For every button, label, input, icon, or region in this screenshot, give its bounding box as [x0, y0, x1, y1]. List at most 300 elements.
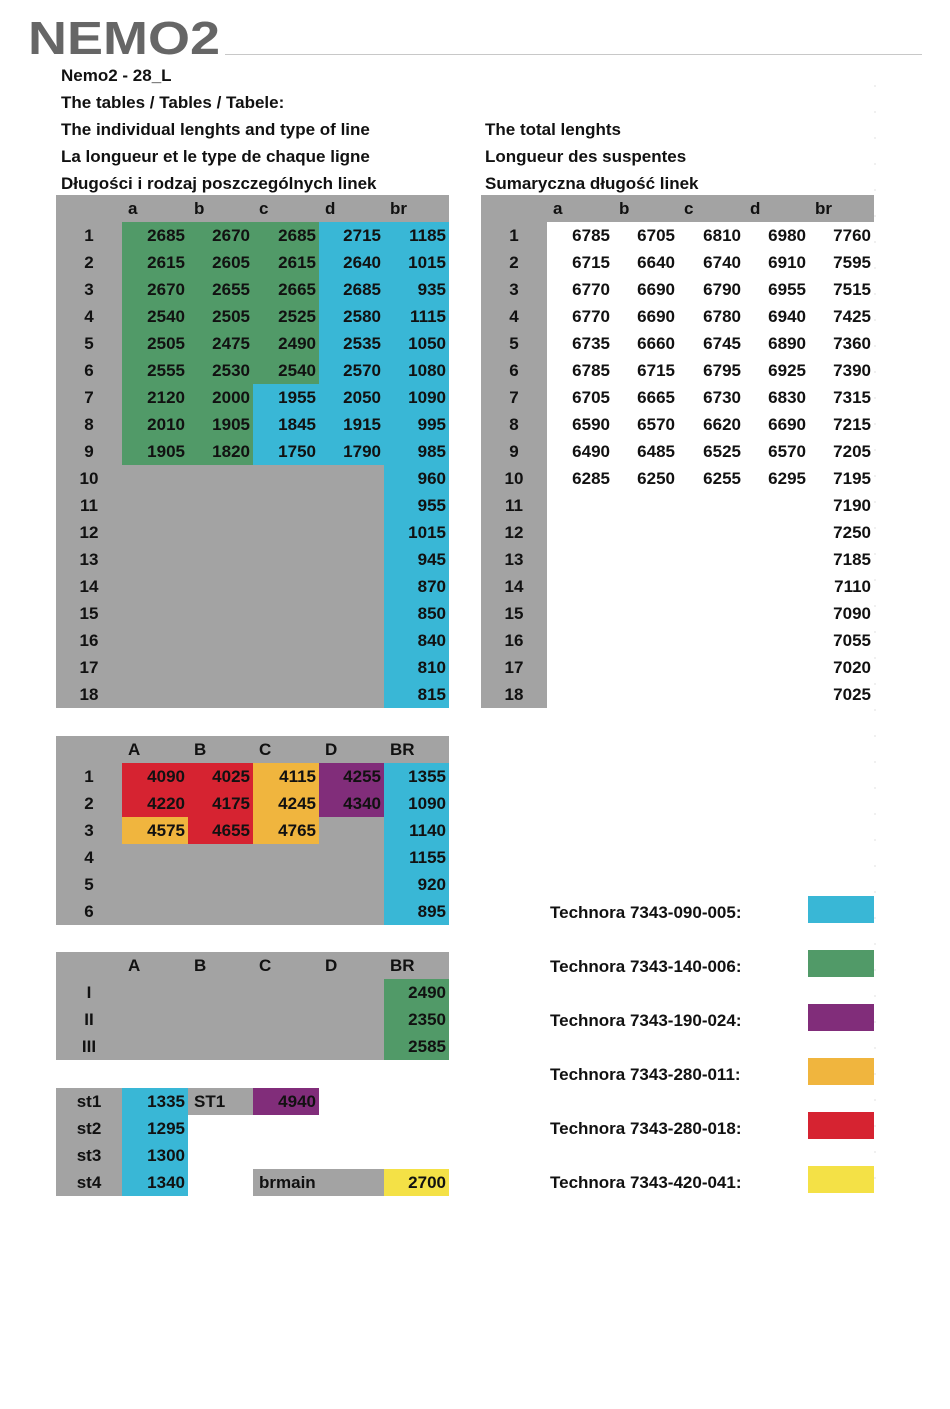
table-cell: 2120 — [122, 384, 188, 411]
table-cell — [319, 1142, 384, 1169]
column-header: D — [319, 736, 384, 763]
table-cell — [319, 627, 384, 654]
right-title-pl: Sumaryczna długość linek — [485, 174, 699, 193]
table-cell: 4940 — [253, 1088, 319, 1115]
table-cell — [253, 1115, 319, 1142]
table-row — [56, 790, 449, 817]
row-label: 14 — [481, 573, 547, 600]
table-cell — [678, 627, 744, 654]
table-cell: 1820 — [188, 438, 253, 465]
table-cell — [188, 546, 253, 573]
table-cell: 2350 — [384, 1006, 449, 1033]
table-cell — [188, 844, 253, 871]
table-row — [56, 573, 449, 600]
table-cell — [188, 1006, 253, 1033]
table-cell: 7110 — [809, 573, 874, 600]
table-row — [56, 303, 449, 330]
table-cell — [613, 546, 678, 573]
column-header: b — [188, 195, 253, 222]
table-cell — [744, 654, 809, 681]
individual-lengths-table — [56, 195, 449, 708]
table-cell — [188, 1115, 253, 1142]
table-cell: 2685 — [319, 276, 384, 303]
table-cell: ST1 — [188, 1088, 253, 1115]
table-cell: 6745 — [678, 330, 744, 357]
table-cell: 1090 — [384, 790, 449, 817]
table-cell: 6940 — [744, 303, 809, 330]
table-row — [481, 438, 874, 465]
table-cell: 7215 — [809, 411, 874, 438]
row-label: 11 — [481, 492, 547, 519]
table-cell: 7020 — [809, 654, 874, 681]
table-cell: 6795 — [678, 357, 744, 384]
table-cell: 7250 — [809, 519, 874, 546]
table-cell — [122, 492, 188, 519]
table-row — [481, 654, 874, 681]
table-cell: 1915 — [319, 411, 384, 438]
table-cell: 995 — [384, 411, 449, 438]
table-cell — [744, 546, 809, 573]
table-cell: 2475 — [188, 330, 253, 357]
row-label: st3 — [56, 1142, 122, 1169]
table-row — [56, 600, 449, 627]
column-header: C — [253, 952, 319, 979]
table-cell: 895 — [384, 898, 449, 925]
table-cell — [122, 1033, 188, 1060]
table-cell — [188, 519, 253, 546]
table-cell — [122, 1006, 188, 1033]
table-cell — [253, 979, 319, 1006]
table-row — [56, 465, 449, 492]
table-row — [481, 249, 874, 276]
table-cell — [188, 1142, 253, 1169]
table-row — [481, 357, 874, 384]
left-title-pl: Długości i rodzaj poszczególnych linek — [61, 174, 377, 193]
table-row — [481, 303, 874, 330]
table-cell — [319, 465, 384, 492]
table-cell: 985 — [384, 438, 449, 465]
table-cell — [547, 627, 613, 654]
table-row — [56, 492, 449, 519]
header-rule — [225, 54, 922, 55]
row-label: 1 — [481, 222, 547, 249]
table-cell: 6810 — [678, 222, 744, 249]
table-row — [56, 438, 449, 465]
table-cell: 840 — [384, 627, 449, 654]
row-label: 5 — [56, 330, 122, 357]
table-cell — [613, 627, 678, 654]
table-cell — [319, 492, 384, 519]
table-cell: 6570 — [744, 438, 809, 465]
table-cell: 4025 — [188, 763, 253, 790]
table-cell — [744, 519, 809, 546]
corner-cell — [56, 952, 122, 979]
table-cell — [253, 871, 319, 898]
table-cell: 6770 — [547, 276, 613, 303]
row-label: 9 — [56, 438, 122, 465]
table-cell — [547, 546, 613, 573]
table-cell — [613, 519, 678, 546]
table-cell — [744, 492, 809, 519]
legend-swatch — [808, 896, 874, 923]
table-cell: 6785 — [547, 222, 613, 249]
table-cell: 7360 — [809, 330, 874, 357]
row-label: 6 — [56, 898, 122, 925]
table-cell — [319, 654, 384, 681]
table-cell — [319, 979, 384, 1006]
table-cell: 6890 — [744, 330, 809, 357]
row-label: 1 — [56, 222, 122, 249]
table-row — [56, 330, 449, 357]
table-cell: 1050 — [384, 330, 449, 357]
row-label: 13 — [481, 546, 547, 573]
row-label: 8 — [481, 411, 547, 438]
row-label: 12 — [481, 519, 547, 546]
table-cell — [188, 465, 253, 492]
table-cell: 4175 — [188, 790, 253, 817]
table-cell — [122, 979, 188, 1006]
table-cell: 2685 — [122, 222, 188, 249]
table-cell — [188, 492, 253, 519]
table-cell — [122, 546, 188, 573]
table-cell: 850 — [384, 600, 449, 627]
stabilo-lines-table — [56, 1088, 449, 1196]
column-header: br — [384, 195, 449, 222]
row-label: 16 — [481, 627, 547, 654]
table-cell: 6665 — [613, 384, 678, 411]
table-cell — [319, 1088, 384, 1115]
table-cell — [384, 1115, 449, 1142]
row-label: 4 — [481, 303, 547, 330]
legend-label: Technora 7343-280-011: — [550, 1065, 741, 1084]
table-cell — [122, 844, 188, 871]
legend-label: Technora 7343-140-006: — [550, 957, 742, 976]
right-title-en: The total lenghts — [485, 120, 621, 139]
row-label: 2 — [56, 249, 122, 276]
column-header: D — [319, 952, 384, 979]
table-row — [56, 222, 449, 249]
table-cell: 6830 — [744, 384, 809, 411]
table-row — [56, 249, 449, 276]
row-label: 6 — [56, 357, 122, 384]
table-row — [56, 654, 449, 681]
table-cell — [678, 681, 744, 708]
table-cell: 7760 — [809, 222, 874, 249]
table-cell: 1790 — [319, 438, 384, 465]
table-cell — [253, 1033, 319, 1060]
table-cell: 2615 — [253, 249, 319, 276]
table-row — [56, 844, 449, 871]
table-row — [56, 627, 449, 654]
table-row — [56, 411, 449, 438]
table-cell — [253, 627, 319, 654]
table-cell: 1955 — [253, 384, 319, 411]
row-label: 4 — [56, 303, 122, 330]
table-row — [56, 1033, 449, 1060]
table-row — [56, 1115, 449, 1142]
legend-label: Technora 7343-090-005: — [550, 903, 742, 922]
table-cell: 960 — [384, 465, 449, 492]
row-label: 17 — [56, 654, 122, 681]
total-lengths-table — [481, 195, 874, 708]
row-label: 10 — [56, 465, 122, 492]
table-cell: 6715 — [547, 249, 613, 276]
table-cell: 815 — [384, 681, 449, 708]
table-cell: 1015 — [384, 519, 449, 546]
table-cell: 6910 — [744, 249, 809, 276]
table-cell — [319, 681, 384, 708]
row-label: 11 — [56, 492, 122, 519]
legend-swatch — [808, 950, 874, 977]
column-header: BR — [384, 952, 449, 979]
column-header: C — [253, 736, 319, 763]
table-cell: 7425 — [809, 303, 874, 330]
table-cell — [613, 600, 678, 627]
table-cell — [253, 546, 319, 573]
row-label: 14 — [56, 573, 122, 600]
table-cell: 6740 — [678, 249, 744, 276]
table-cell: 7205 — [809, 438, 874, 465]
table-cell: 2640 — [319, 249, 384, 276]
table-cell — [319, 817, 384, 844]
table-cell: 4115 — [253, 763, 319, 790]
column-header: b — [613, 195, 678, 222]
table-cell — [253, 681, 319, 708]
table-cell: 810 — [384, 654, 449, 681]
table-cell: 2535 — [319, 330, 384, 357]
table-cell: 2580 — [319, 303, 384, 330]
header-row — [56, 952, 449, 979]
table-cell: 920 — [384, 871, 449, 898]
row-label: st4 — [56, 1169, 122, 1196]
table-cell: 4220 — [122, 790, 188, 817]
table-row — [56, 1169, 449, 1196]
table-cell — [253, 844, 319, 871]
table-cell: 2490 — [384, 979, 449, 1006]
table-cell: 2700 — [384, 1169, 449, 1196]
table-cell — [253, 492, 319, 519]
column-header: a — [547, 195, 613, 222]
table-cell — [384, 1088, 449, 1115]
row-label: 5 — [56, 871, 122, 898]
table-cell — [122, 465, 188, 492]
table-cell: 2615 — [122, 249, 188, 276]
table-cell — [188, 573, 253, 600]
table-row — [481, 627, 874, 654]
nemo2-logo-graphic — [28, 16, 224, 58]
table-cell — [547, 492, 613, 519]
table-cell — [319, 573, 384, 600]
table-row — [481, 681, 874, 708]
row-label: 2 — [481, 249, 547, 276]
table-cell: 6640 — [613, 249, 678, 276]
table-row — [56, 384, 449, 411]
table-cell: 1140 — [384, 817, 449, 844]
row-label: 18 — [56, 681, 122, 708]
table-cell — [678, 492, 744, 519]
row-label: III — [56, 1033, 122, 1060]
table-cell: 2505 — [188, 303, 253, 330]
table-cell: 6285 — [547, 465, 613, 492]
table-cell — [384, 1142, 449, 1169]
column-header: B — [188, 952, 253, 979]
row-label: II — [56, 1006, 122, 1033]
row-label: 12 — [56, 519, 122, 546]
table-cell: 6955 — [744, 276, 809, 303]
table-row — [56, 979, 449, 1006]
table-cell: 6295 — [744, 465, 809, 492]
row-label: 8 — [56, 411, 122, 438]
table-cell — [122, 573, 188, 600]
table-cell — [122, 654, 188, 681]
table-cell — [678, 519, 744, 546]
row-label: 16 — [56, 627, 122, 654]
table-cell — [319, 1033, 384, 1060]
table-row — [481, 411, 874, 438]
table-cell — [547, 654, 613, 681]
table-cell — [122, 871, 188, 898]
table-cell: 2665 — [253, 276, 319, 303]
table-cell — [744, 627, 809, 654]
column-header: d — [319, 195, 384, 222]
column-header: d — [744, 195, 809, 222]
row-label: 4 — [56, 844, 122, 871]
column-header: A — [122, 736, 188, 763]
table-row — [56, 763, 449, 790]
table-cell — [253, 573, 319, 600]
corner-cell — [481, 195, 547, 222]
table-cell: 7315 — [809, 384, 874, 411]
table-cell: 6255 — [678, 465, 744, 492]
table-cell: 1015 — [384, 249, 449, 276]
table-cell: 4090 — [122, 763, 188, 790]
right-title-fr: Longueur des suspentes — [485, 147, 687, 166]
table-cell: 6715 — [613, 357, 678, 384]
table-cell: 1300 — [122, 1142, 188, 1169]
table-cell: 7025 — [809, 681, 874, 708]
table-cell: 1090 — [384, 384, 449, 411]
table-row — [481, 573, 874, 600]
table-cell: 955 — [384, 492, 449, 519]
table-cell: 6790 — [678, 276, 744, 303]
column-header: A — [122, 952, 188, 979]
table-cell: 6570 — [613, 411, 678, 438]
left-title-en: The individual lenghts and type of line — [61, 120, 370, 139]
table-cell — [253, 898, 319, 925]
table-cell: 6590 — [547, 411, 613, 438]
table-cell: 935 — [384, 276, 449, 303]
table-cell — [319, 1006, 384, 1033]
legend-swatch — [808, 1166, 874, 1193]
nemo2-logo — [28, 16, 224, 58]
table-row — [56, 519, 449, 546]
table-cell — [613, 492, 678, 519]
table-cell: 6705 — [547, 384, 613, 411]
row-label: 10 — [481, 465, 547, 492]
table-cell — [188, 979, 253, 1006]
table-cell: 4245 — [253, 790, 319, 817]
table-row — [481, 222, 874, 249]
table-cell — [319, 600, 384, 627]
table-row — [56, 817, 449, 844]
table-row — [481, 276, 874, 303]
table-cell: 4255 — [319, 763, 384, 790]
row-label: st1 — [56, 1088, 122, 1115]
row-label: 2 — [56, 790, 122, 817]
column-header: c — [678, 195, 744, 222]
table-row — [56, 681, 449, 708]
main-lines-table — [56, 952, 449, 1060]
table-cell — [678, 573, 744, 600]
table-cell: 4765 — [253, 817, 319, 844]
table-row — [481, 600, 874, 627]
table-row — [56, 1006, 449, 1033]
table-cell: 6690 — [744, 411, 809, 438]
table-cell — [253, 600, 319, 627]
table-cell: 4655 — [188, 817, 253, 844]
row-label: 7 — [56, 384, 122, 411]
table-cell: 1905 — [188, 411, 253, 438]
table-cell — [253, 465, 319, 492]
table-cell: 2670 — [122, 276, 188, 303]
table-cell — [678, 654, 744, 681]
header-row — [56, 736, 449, 763]
column-header: B — [188, 736, 253, 763]
table-cell — [188, 1169, 253, 1196]
table-cell — [319, 1115, 384, 1142]
table-cell: 1155 — [384, 844, 449, 871]
table-cell: 6690 — [613, 276, 678, 303]
table-cell: 7055 — [809, 627, 874, 654]
table-cell: 2715 — [319, 222, 384, 249]
column-header: a — [122, 195, 188, 222]
table-cell: 6980 — [744, 222, 809, 249]
table-cell — [547, 519, 613, 546]
row-label: I — [56, 979, 122, 1006]
row-label: st2 — [56, 1115, 122, 1142]
table-cell: 7515 — [809, 276, 874, 303]
table-cell: 2555 — [122, 357, 188, 384]
table-cell: 1750 — [253, 438, 319, 465]
row-label: 13 — [56, 546, 122, 573]
table-row — [56, 871, 449, 898]
table-cell — [253, 1006, 319, 1033]
row-label: 1 — [56, 763, 122, 790]
table-cell: 6690 — [613, 303, 678, 330]
table-cell — [122, 681, 188, 708]
upper-lines-table — [56, 736, 449, 925]
table-row — [481, 465, 874, 492]
table-cell — [188, 654, 253, 681]
legend-swatch — [808, 1058, 874, 1085]
dotted-guide — [874, 85, 876, 1195]
table-cell: 7195 — [809, 465, 874, 492]
table-cell: 2685 — [253, 222, 319, 249]
table-cell: 2010 — [122, 411, 188, 438]
table-cell — [547, 681, 613, 708]
column-header: BR — [384, 736, 449, 763]
row-label: 9 — [481, 438, 547, 465]
table-cell: 7185 — [809, 546, 874, 573]
table-cell: 6730 — [678, 384, 744, 411]
table-cell — [547, 573, 613, 600]
table-cell: 6785 — [547, 357, 613, 384]
table-cell: brmain — [253, 1169, 319, 1196]
table-cell: 4575 — [122, 817, 188, 844]
table-cell: 1340 — [122, 1169, 188, 1196]
corner-cell — [56, 736, 122, 763]
table-cell: 1185 — [384, 222, 449, 249]
